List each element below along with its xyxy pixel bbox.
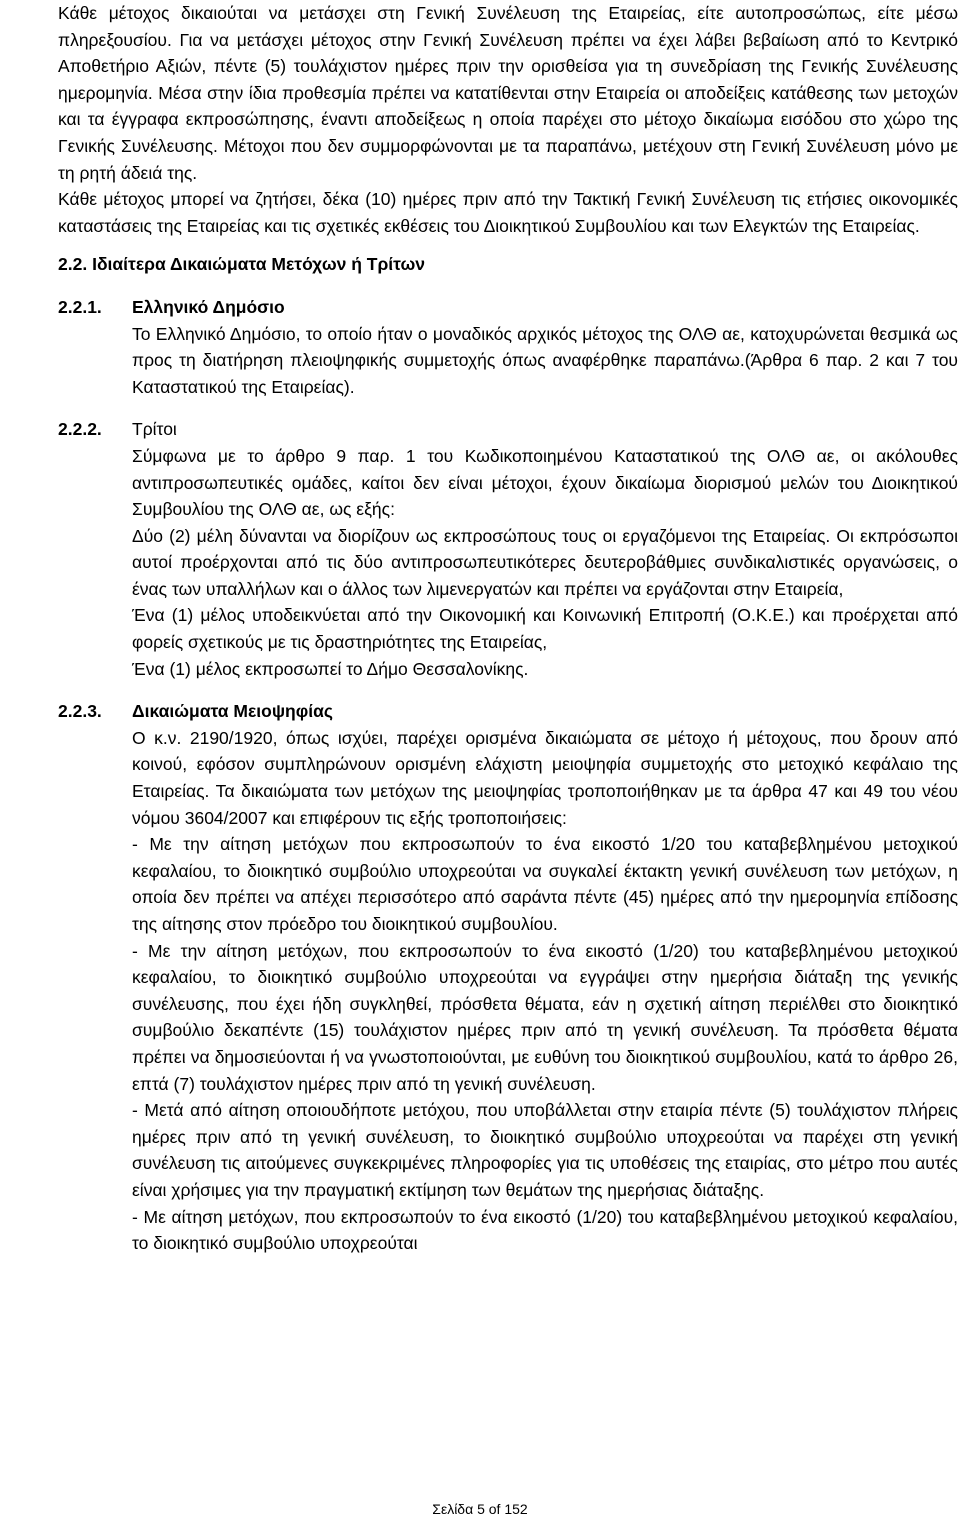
document-page <box>58 0 958 1257</box>
subsection-paragraph: - Μετά από αίτηση οποιουδήποτε μετόχου, που υποβάλλεται στην εταιρία πέντε (5) τουλάχιστον πλήρεις ημέρες πριν από τη γενική συνέλευση, το διοικητικό συμβούλιο υποχρεούται να παρέχει στη γενική συνέλευση τις αιτούμενες συγκεκριμένες πληροφορίες για τις υποθέσεις της εταιρίας, στο μέτρο που αυτές είναι χρήσιμες για την πραγματική εκτίμηση των θεμάτων της ημερήσιας διάταξης. <box>132 1100 958 1200</box>
subsection-paragraph: Ένα (1) μέλος υποδεικνύεται από την Οικονομική και Κοινωνική Επιτροπή (Ο.Κ.Ε.) και προέρχεται από φορείς σχετικούς με τις δραστηριότητες της Εταιρείας, <box>132 605 958 653</box>
subsection-number: 2.2.2. <box>58 419 102 440</box>
subsection-paragraph: Ένα (1) μέλος εκπροσωπεί το Δήμο Θεσσαλονίκης. <box>132 658 529 679</box>
subsection-paragraph: - Με την αίτηση μετόχων, που εκπροσωπούν το ένα εικοστό (1/20) του καταβεβλημένου μετοχικού κεφαλαίου, το διοικητικό συμβούλιο υποχρεούται να εγγράψει στην ημερήσια διάταξη της γενικής συνέλευσης, που έχει ήδη συγκληθεί, πρόσθετα θέματα, εάν η σχετική αίτηση περιέλθει στο διοικητικό συμβούλιο δεκαπέντε (15) τουλάχιστον ημέρες πριν από τη γενική συνέλευση. Τα πρόσθετα θέματα πρέπει να δημοσιεύονται ή να γνωστοποιούνται, με ευθύνη του διοικητικού συμβουλίου, κατά το άρθρο 26, επτά (7) τουλάχιστον ημέρες πριν από τη γενική συνέλευση. <box>132 940 958 1094</box>
intro-paragraph-1: Κάθε μέτοχος δικαιούται να μετάσχει στη Γενική Συνέλευση της Εταιρείας, είτε αυτοπροσώπως, είτε μέσω πληρεξουσίου. Για να μετάσχει μέτοχος στην Γενική Συνέλευση πρέπει να έχει λάβει βεβαίωση από το Κεντρικό Αποθετήριο Αξιών, πέντε (5) τουλάχιστον ημέρες πριν την ορισθείσα για τη συνεδρίαση της Γενικής Συνέλευσης ημερομηνία. Μέσα στην ίδια προθεσμία πρέπει να κατατίθενται στην Εταιρεία οι αποδείξεις κατάθεσης των μετοχών και τα έγγραφα εκπροσώπησης, έναντι αποδείξεως η οποία παρέχει στο μέτοχο δικαίωμα εισόδου στο χώρο της Γενικής Συνέλευσης. Μέτοχοι που δεν συμμορφώνονται με τα παραπάνω, μετέχουν στη Γενική Συνέλευση μόνο με τη ρητή άδειά της. <box>58 3 958 183</box>
subsection-paragraph: Δύο (2) μέλη δύνανται να διορίζουν ως εκπροσώπους τους οι εργαζόμενοι της Εταιρείας. Οι εκπρόσωποι αυτοί προέρχονται από τις δύο αντιπροσωπευτικότερες δευτεροβάθμιες συνδικαλιστικές οργανώσεις, ο ένας των υπαλλήλων και ο άλλος των λιμενεργατών και πρέπει να εργάζονται στην Εταιρεία, <box>132 525 958 599</box>
subsection-heading <box>58 416 958 443</box>
section-number: 2.2. <box>58 254 88 275</box>
subsection-heading <box>58 698 958 725</box>
subsection-paragraph: - Με την αίτηση μετόχων που εκπροσωπούν το ένα εικοστό 1/20 του καταβεβλημένου μετοχικού κεφαλαίου, το διοικητικό συμβούλιο υποχρεούται να συγκαλεί έκτακτη γενική συνέλευση των μετόχων, η οποία δεν πρέπει να απέχει περισσότερο από σαράντα πέντε (45) ημέρες από την ημερομηνία επίδοσης της αίτησης στον πρόεδρο του διοικητικού συμβουλίου. <box>132 834 958 934</box>
subsection-title: Ελληνικό Δημόσιο <box>132 296 285 317</box>
subsection-paragraph: - Με αίτηση μετόχων, που εκπροσωπούν το ένα εικοστό (1/20) του καταβεβλημένου μετοχικού κεφαλαίου, το διοικητικό συμβούλιο υποχρεούται <box>132 1206 958 1254</box>
page-number: Σελίδα 5 of 152 <box>432 1501 528 1517</box>
subsection-paragraph: Ο κ.ν. 2190/1920, όπως ισχύει, παρέχει ορισμένα δικαιώματα σε μέτοχο ή μέτοχους, που δρουν από κοινού, εφόσον συμπληρώνουν ορισμένη ελάχιστη μειοψηφία συμμετοχής στο μετοχικό κεφάλαιο της Εταιρείας. Τα δικαιώματα των μετόχων της μειοψηφίας τροποποιήθηκαν με τα άρθρα 47 και 49 του νέου νόμου 3604/2007 και επιφέρουν τις εξής τροποποιήσεις: <box>132 727 958 828</box>
subsection-paragraph: Το Ελληνικό Δημόσιο, το οποίο ήταν ο μοναδικός αρχικός μέτοχος της ΟΛΘ αε, κατοχυρώνεται θεσμικά ως προς τη διατήρηση πλειοψηφικής συμμετοχής όπως αναφέρθηκε παραπάνω.(Άρθρα 6 παρ. 2 και 7 του Καταστατικού της Εταιρείας). <box>132 323 958 397</box>
subsection-minority-rights <box>58 698 958 1256</box>
subsection-third-parties <box>58 416 958 682</box>
page-footer <box>0 1500 960 1518</box>
section-heading <box>58 251 958 278</box>
subsection-heading <box>58 294 958 321</box>
subsection-greek-state <box>58 294 958 400</box>
section-title: Ιδιαίτερα Δικαιώματα Μετόχων ή Τρίτων <box>92 254 425 275</box>
subsection-number: 2.2.1. <box>58 296 102 317</box>
subsection-number: 2.2.3. <box>58 701 102 722</box>
subsection-title: Τρίτοι <box>132 419 177 440</box>
intro-paragraph-2: Κάθε μέτοχος μπορεί να ζητήσει, δέκα (10) ημέρες πριν από την Τακτική Γενική Συνέλευση τις ετήσιες οικονομικές καταστάσεις της Εταιρείας και τις σχετικές εκθέσεις του Διοικητικού Συμβουλίου και των Ελεγκτών της Εταιρείας. <box>58 189 958 236</box>
subsection-title: Δικαιώματα Μειοψηφίας <box>132 701 333 722</box>
subsection-paragraph: Σύμφωνα με το άρθρο 9 παρ. 1 του Κωδικοποιημένου Καταστατικού της ΟΛΘ αε, οι ακόλουθες αντιπροσωπευτικές ομάδες, καίτοι δεν είναι μέτοχοι, έχουν δικαίωμα διορισμού μελών του Διοικητικού Συμβουλίου της ΟΛΘ αε, ως εξής: <box>132 445 958 520</box>
